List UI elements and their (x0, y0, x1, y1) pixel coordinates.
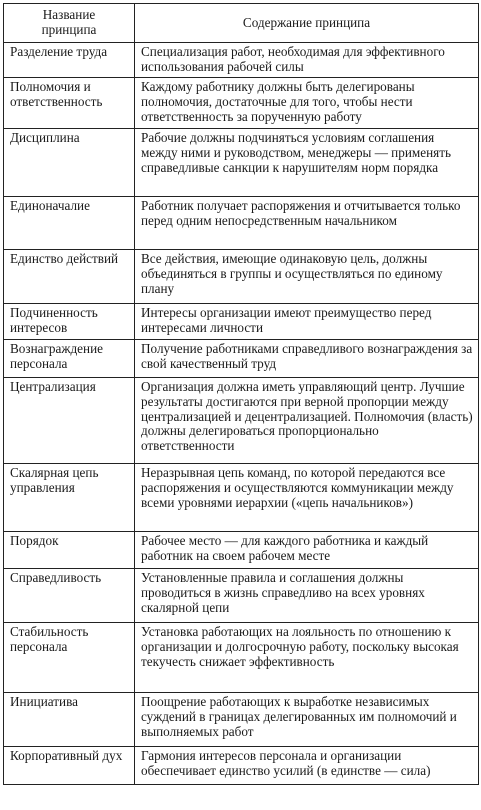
table-row (4, 250, 479, 304)
principle-name: Разделение труда (4, 43, 135, 78)
table-row (4, 693, 479, 747)
principles-table (3, 3, 479, 785)
table-row (4, 197, 479, 250)
table-row (4, 747, 479, 785)
table-row (4, 532, 479, 569)
principle-content: Все действия, имеющие одинаковую цель, должны объединяться в группы и осуществляться по единому плану (135, 250, 479, 304)
principle-name: Вознаграждение персонала (4, 340, 135, 378)
principle-content: Поощрение работающих к выработке независимых суждений в границах делегированных им полномочий и выполняемых работ (135, 693, 479, 747)
principle-name: Порядок (4, 532, 135, 569)
principle-name: Справедливость (4, 569, 135, 623)
header-principle-content: Содержание принципа (135, 4, 479, 43)
table-row (4, 569, 479, 623)
table-row (4, 129, 479, 197)
principle-content: Гармония интересов персонала и организации обеспечивает единство усилий (в единстве — сила) (135, 747, 479, 785)
principle-content: Работник получает распоряжения и отчитывается только перед одним непосредственным начальником (135, 197, 479, 250)
principle-name: Скалярная цепь управления (4, 464, 135, 532)
header-row (4, 4, 479, 43)
principle-content: Рабочие должны подчиняться условиям соглашения между ними и руководством, менеджеры — применять справедливые санкции к нарушителям норм порядка (135, 129, 479, 197)
principle-name: Подчиненность интересов (4, 304, 135, 340)
principle-name: Единоначалие (4, 197, 135, 250)
table-row (4, 78, 479, 129)
principle-name: Дисциплина (4, 129, 135, 197)
principle-name: Единство действий (4, 250, 135, 304)
table-row (4, 304, 479, 340)
principle-name: Централизация (4, 378, 135, 464)
principle-name: Инициатива (4, 693, 135, 747)
principle-content: Интересы организации имеют преимущество перед интересами личности (135, 304, 479, 340)
table-row (4, 340, 479, 378)
principle-content: Неразрывная цепь команд, по которой передаются все распоряжения и осуществляются коммуникации между всеми уровнями иерархии («цепь начальников») (135, 464, 479, 532)
principle-name: Стабильность персонала (4, 623, 135, 693)
principle-content: Получение работниками справедливого вознаграждения за свой качественный труд (135, 340, 479, 378)
table-row (4, 623, 479, 693)
principle-name: Корпоративный дух (4, 747, 135, 785)
principle-content: Организация должна иметь управляющий центр. Лучшие результаты достигаются при верной пропорции между централизацией и децентрализацией. Полномочия (власть) должны делегироваться пропорционально ответственности (135, 378, 479, 464)
principle-content: Рабочее место — для каждого работника и каждый работник на своем рабочем месте (135, 532, 479, 569)
table-row (4, 43, 479, 78)
principle-content: Каждому работнику должны быть делегированы полномочия, достаточные для того, чтобы нести ответственность за порученную работу (135, 78, 479, 129)
table-row (4, 464, 479, 532)
principle-content: Специализация работ, необходимая для эффективного использования рабочей силы (135, 43, 479, 78)
header-principle-name: Название принципа (4, 4, 135, 43)
principle-name: Полномочия и ответственность (4, 78, 135, 129)
principle-content: Установка работающих на лояльность по отношению к организации и долгосрочную работу, поскольку высокая текучесть снижает эффективность (135, 623, 479, 693)
principle-content: Установленные правила и соглашения должны проводиться в жизнь справедливо на всех уровнях скалярной цепи (135, 569, 479, 623)
table-row (4, 378, 479, 464)
